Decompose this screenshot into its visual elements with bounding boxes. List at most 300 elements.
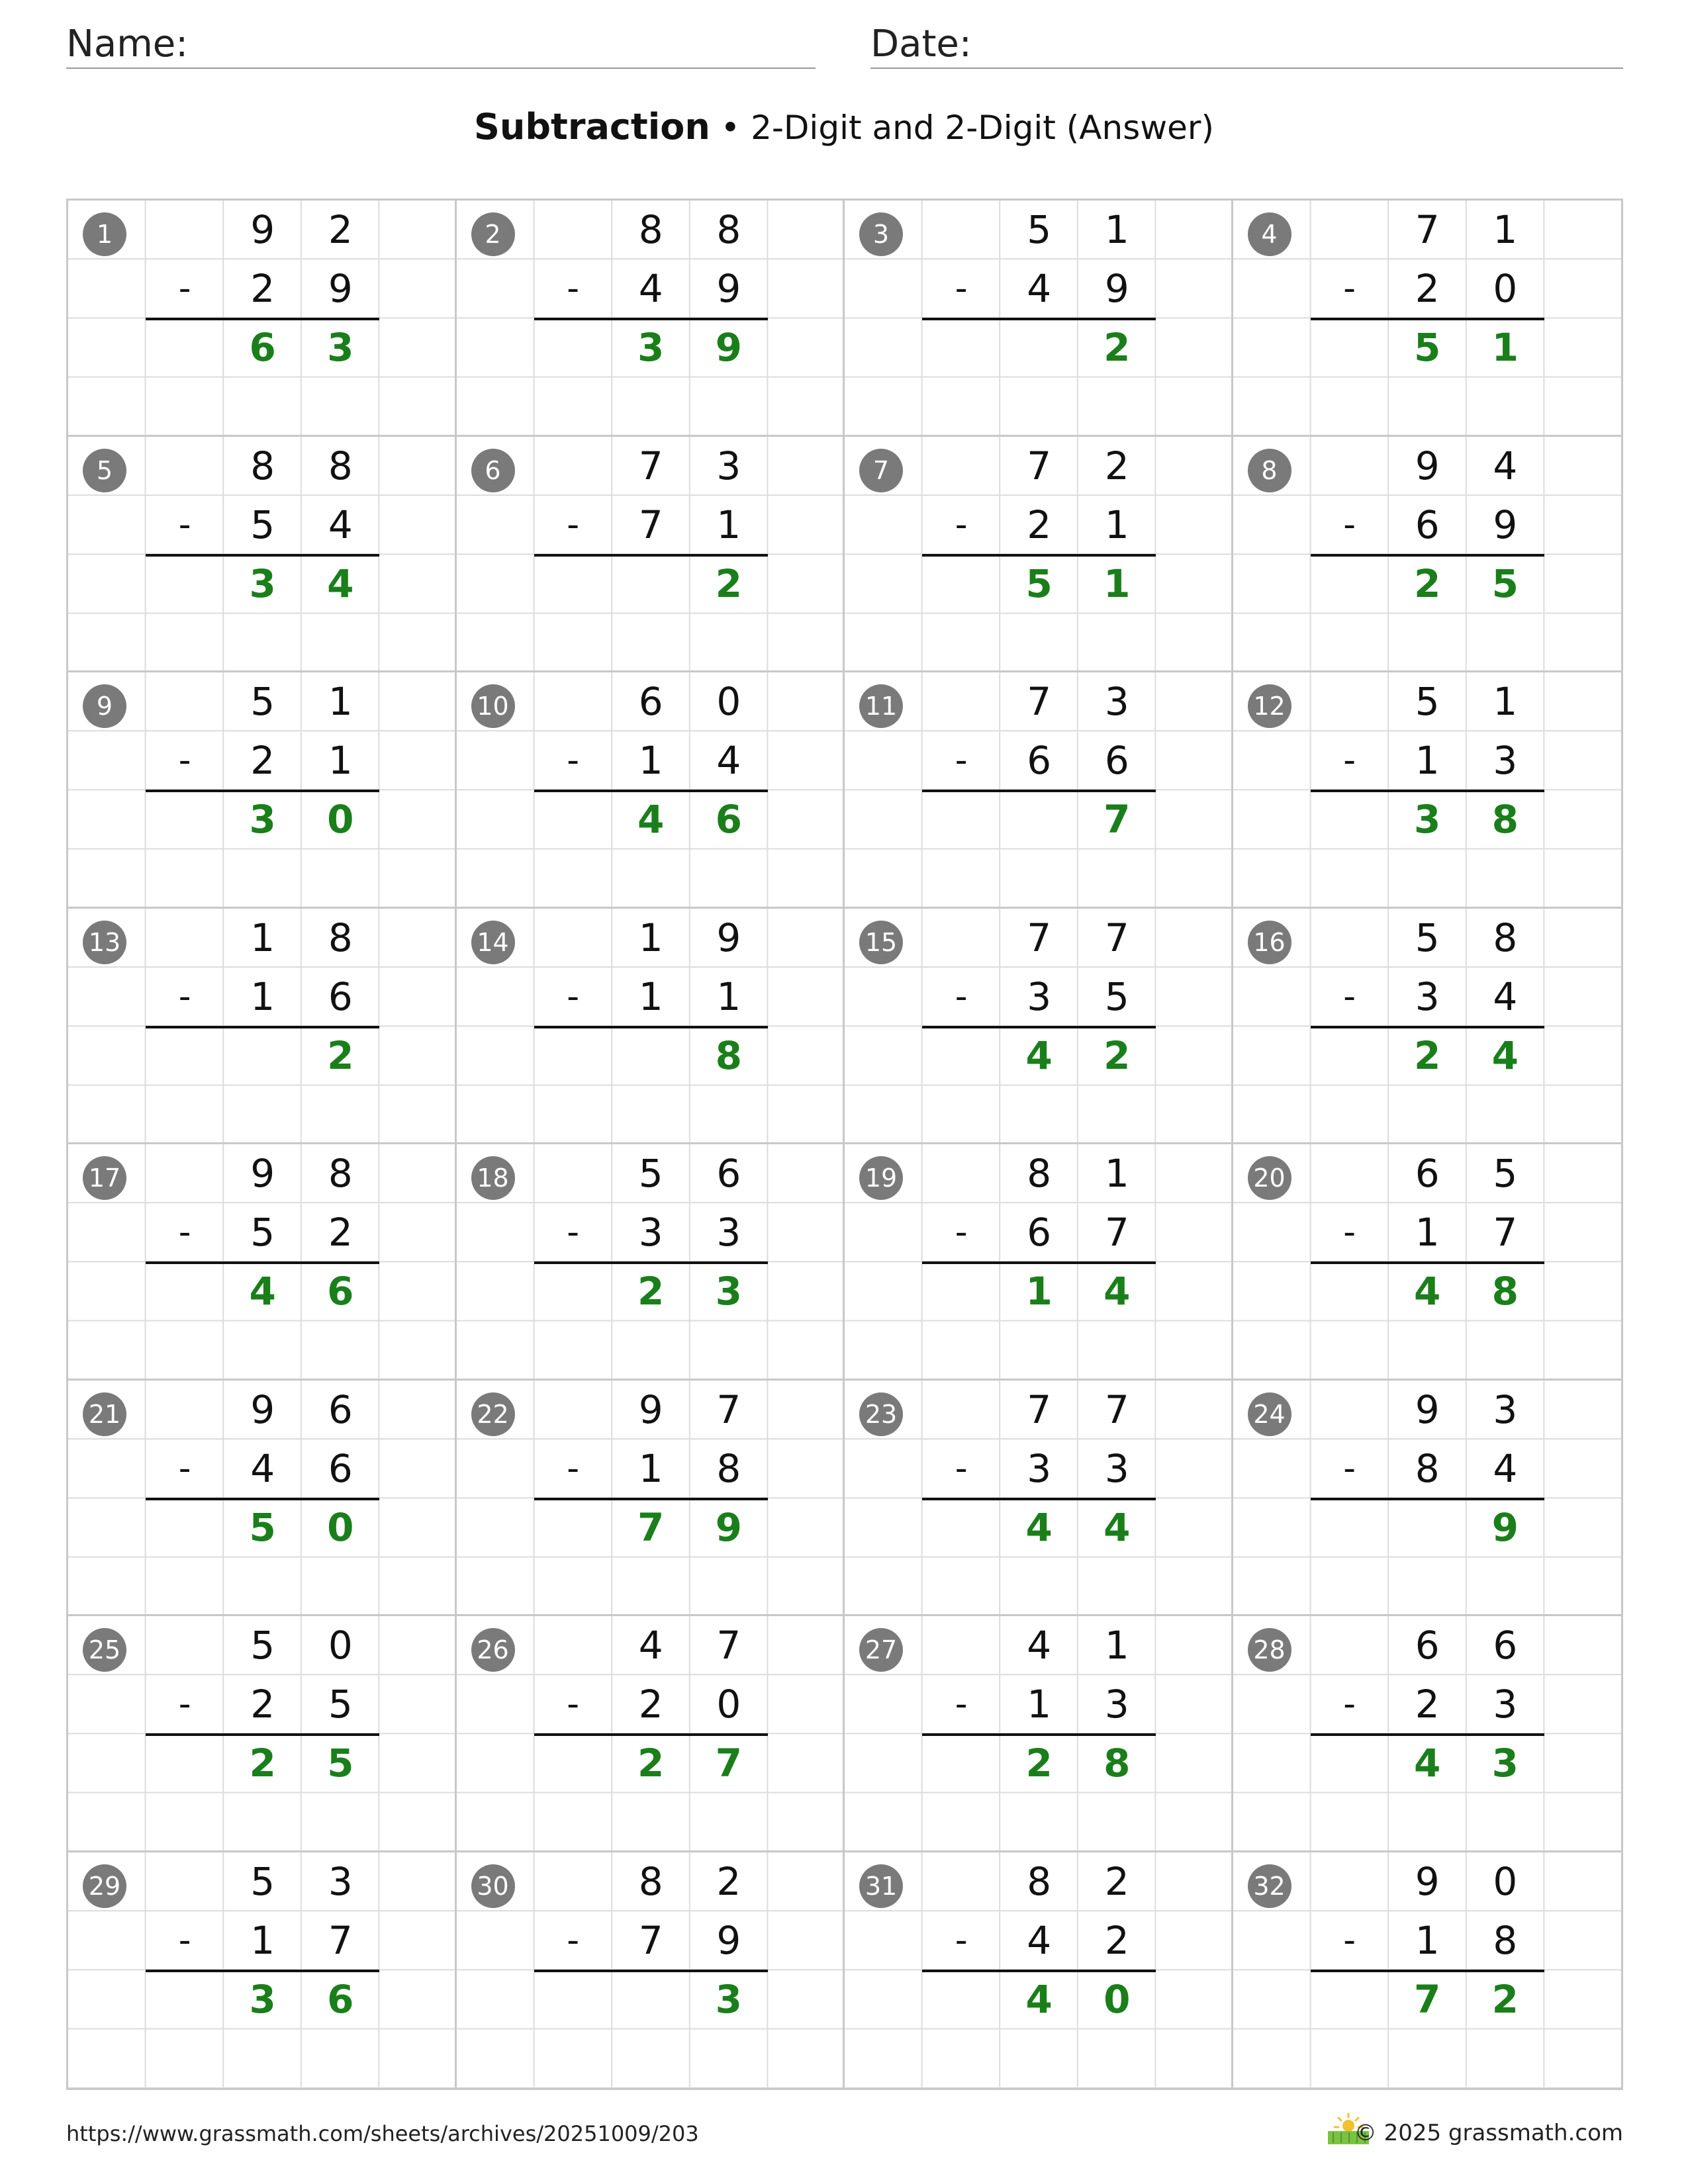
minuend-tens-digit: 9	[638, 1387, 663, 1432]
answer-rule-line	[922, 1970, 1156, 1972]
subtrahend-tens-digit: 1	[1415, 1210, 1440, 1255]
answer-rule-line	[922, 1261, 1156, 1264]
answer-ones-digit: 8	[715, 1032, 742, 1078]
subtrahend-ones-digit: 2	[1104, 1917, 1129, 1963]
minuend-ones-digit: 1	[1104, 207, 1129, 252]
answer-tens-digit: 3	[249, 1976, 276, 2022]
answer-ones-digit: 8	[1491, 797, 1519, 842]
minuend-tens-digit: 1	[250, 915, 275, 960]
problem-cell	[68, 1852, 457, 2089]
minuend-tens-digit: 8	[250, 443, 275, 488]
page-title	[0, 106, 1688, 148]
minuend-ones-digit: 8	[1493, 915, 1518, 960]
subtrahend-tens-digit: 3	[1415, 974, 1440, 1019]
answer-tens-digit	[1389, 1498, 1466, 1557]
answer-ones-digit: 3	[1491, 1741, 1519, 1786]
answer-rule-line	[146, 318, 379, 320]
answer-tens-digit: 4	[249, 1269, 276, 1314]
answer-tens-digit: 2	[1025, 1741, 1053, 1786]
title-subtitle: 2-Digit and 2-Digit (Answer)	[751, 109, 1214, 147]
footer-copyright: © 2025 grassmath.com	[1354, 2120, 1623, 2146]
minuend-ones-digit: 1	[1493, 679, 1518, 724]
answer-rule-line	[922, 1026, 1156, 1028]
problem-cell	[845, 1852, 1233, 2089]
answer-rule-line	[1311, 554, 1544, 557]
answer-ones-digit: 4	[1103, 1269, 1131, 1314]
answer-ones-digit: 0	[1103, 1976, 1131, 2022]
answer-ones-digit: 6	[327, 1269, 354, 1314]
answer-ones-digit: 9	[715, 325, 742, 371]
answer-rule-line	[146, 1498, 379, 1500]
answer-rule-line	[534, 1970, 768, 1972]
answer-ones-digit: 3	[715, 1976, 742, 2022]
minus-sign: -	[1343, 1448, 1356, 1488]
answer-ones-digit: 2	[1491, 1976, 1519, 2022]
problem-cell	[1233, 1144, 1622, 1381]
problem-number-badge: 19	[859, 1156, 903, 1200]
problem-number-badge: 25	[83, 1628, 126, 1672]
minuend-ones-digit: 0	[328, 1623, 353, 1668]
subtrahend-ones-digit: 1	[328, 738, 353, 784]
answer-ones-digit: 8	[1103, 1741, 1131, 1786]
subtrahend-tens-digit: 8	[1415, 1445, 1440, 1491]
minuend-tens-digit: 7	[1027, 443, 1052, 488]
answer-tens-digit	[224, 1026, 301, 1085]
answer-ones-digit: 6	[715, 797, 742, 842]
minuend-tens-digit: 7	[1027, 679, 1052, 724]
minuend-tens-digit: 4	[1027, 1623, 1052, 1668]
subtrahend-tens-digit: 3	[1027, 974, 1052, 1019]
subtrahend-tens-digit: 2	[1415, 266, 1440, 312]
problem-number-badge: 5	[83, 449, 126, 492]
answer-ones-digit: 1	[1103, 561, 1131, 606]
answer-tens-digit: 4	[1025, 1976, 1053, 2022]
minuend-tens-digit: 9	[1415, 1858, 1440, 1904]
answer-rule-line	[534, 790, 768, 792]
answer-rule-line	[922, 790, 1156, 792]
minus-sign: -	[955, 1920, 968, 1960]
problem-number-badge: 7	[859, 449, 903, 492]
problem-cell	[845, 1144, 1233, 1381]
subtrahend-ones-digit: 6	[1104, 738, 1129, 784]
minuend-ones-digit: 6	[328, 1387, 353, 1432]
subtrahend-ones-digit: 3	[1104, 1445, 1129, 1491]
answer-tens-digit: 7	[1414, 1976, 1441, 2022]
answer-ones-digit: 2	[327, 1032, 354, 1078]
subtrahend-tens-digit: 3	[1027, 1445, 1052, 1491]
minuend-tens-digit: 6	[1415, 1623, 1440, 1668]
subtrahend-ones-digit: 3	[1493, 738, 1518, 784]
minuend-tens-digit: 5	[1415, 679, 1440, 724]
subtrahend-ones-digit: 9	[328, 266, 353, 312]
subtrahend-tens-digit: 2	[250, 1682, 275, 1727]
minuend-tens-digit: 8	[638, 207, 663, 252]
problem-cell	[457, 1144, 845, 1381]
minuend-ones-digit: 5	[1493, 1151, 1518, 1196]
subtrahend-ones-digit: 3	[1104, 1682, 1129, 1727]
problem-number-badge: 29	[83, 1864, 126, 1908]
answer-ones-digit: 8	[1491, 1269, 1519, 1314]
problem-cell	[1233, 1616, 1622, 1852]
title-separator: •	[720, 109, 741, 147]
problem-number-badge: 9	[83, 684, 126, 728]
minuend-tens-digit: 5	[638, 1151, 663, 1196]
minus-sign: -	[178, 1212, 191, 1253]
minuend-tens-digit: 9	[250, 1387, 275, 1432]
minus-sign: -	[567, 741, 579, 781]
minuend-tens-digit: 4	[638, 1623, 663, 1668]
subtrahend-tens-digit: 6	[1415, 502, 1440, 547]
minus-sign: -	[567, 269, 579, 309]
subtrahend-tens-digit: 3	[638, 1210, 663, 1255]
subtrahend-ones-digit: 7	[1104, 1210, 1129, 1255]
subtrahend-tens-digit: 5	[250, 1210, 275, 1255]
problem-cell	[457, 1852, 845, 2089]
problem-number-badge: 13	[83, 921, 126, 964]
answer-ones-digit: 6	[327, 1976, 354, 2022]
minus-sign: -	[178, 741, 191, 781]
minuend-tens-digit: 6	[638, 679, 663, 724]
answer-tens-digit: 4	[1414, 1741, 1441, 1786]
subtrahend-ones-digit: 9	[716, 1917, 741, 1963]
answer-tens-digit: 2	[1414, 1032, 1441, 1078]
answer-rule-line	[922, 1733, 1156, 1736]
answer-rule-line	[922, 1498, 1156, 1500]
problem-number-badge: 21	[83, 1392, 126, 1436]
subtrahend-tens-digit: 4	[1027, 1917, 1052, 1963]
answer-rule-line	[146, 554, 379, 557]
problem-number-badge: 16	[1248, 921, 1291, 964]
answer-ones-digit: 0	[327, 797, 354, 842]
minuend-tens-digit: 9	[250, 207, 275, 252]
minuend-ones-digit: 2	[328, 207, 353, 252]
answer-tens-digit: 2	[1414, 561, 1441, 606]
answer-tens-digit: 4	[1414, 1269, 1441, 1314]
problem-cell	[68, 1144, 457, 1381]
problem-number-badge: 32	[1248, 1864, 1291, 1908]
subtrahend-ones-digit: 8	[1493, 1917, 1518, 1963]
problem-cell	[68, 1381, 457, 1617]
subtrahend-ones-digit: 4	[1493, 974, 1518, 1019]
subtrahend-ones-digit: 4	[328, 502, 353, 547]
minus-sign: -	[567, 504, 579, 545]
problem-cell	[1233, 1852, 1622, 2089]
minuend-tens-digit: 7	[638, 443, 663, 488]
minuend-ones-digit: 8	[328, 915, 353, 960]
minuend-tens-digit: 6	[1415, 1151, 1440, 1196]
answer-ones-digit: 1	[1491, 325, 1519, 371]
problem-cell	[845, 909, 1233, 1145]
subtrahend-tens-digit: 1	[1415, 738, 1440, 784]
minuend-ones-digit: 2	[1104, 1858, 1129, 1904]
answer-tens-digit: 4	[1025, 1032, 1053, 1078]
answer-ones-digit: 7	[1103, 797, 1131, 842]
minus-sign: -	[955, 1212, 968, 1253]
problem-number-badge: 15	[859, 921, 903, 964]
subtrahend-ones-digit: 7	[328, 1917, 353, 1963]
subtrahend-tens-digit: 4	[1027, 266, 1052, 312]
subtrahend-ones-digit: 4	[716, 738, 741, 784]
answer-ones-digit: 2	[1103, 1032, 1131, 1078]
problem-number-badge: 20	[1248, 1156, 1291, 1200]
answer-rule-line	[534, 1733, 768, 1736]
problem-number-badge: 24	[1248, 1392, 1291, 1436]
answer-tens-digit	[612, 1970, 690, 2029]
answer-rule-line	[534, 1026, 768, 1028]
answer-rule-line	[146, 1970, 379, 1972]
footer-url[interactable]: https://www.grassmath.com/sheets/archives/20251009/203	[66, 2121, 699, 2146]
answer-ones-digit: 9	[1491, 1504, 1519, 1550]
minus-sign: -	[955, 1684, 968, 1725]
answer-ones-digit: 3	[327, 325, 354, 371]
subtrahend-tens-digit: 1	[1415, 1917, 1440, 1963]
subtrahend-tens-digit: 1	[250, 974, 275, 1019]
problem-cell	[1233, 672, 1622, 909]
subtrahend-tens-digit: 1	[638, 974, 663, 1019]
minus-sign: -	[955, 504, 968, 545]
minus-sign: -	[955, 1448, 968, 1488]
answer-ones-digit: 5	[1491, 561, 1519, 606]
subtrahend-tens-digit: 7	[638, 502, 663, 547]
problem-cell	[68, 672, 457, 909]
minuend-ones-digit: 0	[716, 679, 741, 724]
answer-ones-digit: 5	[327, 1741, 354, 1786]
answer-rule-line	[1311, 1498, 1544, 1500]
answer-rule-line	[534, 318, 768, 320]
minus-sign: -	[178, 504, 191, 545]
subtrahend-tens-digit: 1	[1027, 1682, 1052, 1727]
subtrahend-tens-digit: 1	[638, 738, 663, 784]
subtrahend-ones-digit: 9	[1493, 502, 1518, 547]
minus-sign: -	[567, 1684, 579, 1725]
subtrahend-ones-digit: 6	[328, 1445, 353, 1491]
problem-number-badge: 4	[1248, 212, 1291, 256]
answer-tens-digit: 3	[249, 797, 276, 842]
minuend-ones-digit: 3	[1493, 1387, 1518, 1432]
problem-number-badge: 23	[859, 1392, 903, 1436]
minuend-ones-digit: 9	[716, 915, 741, 960]
minus-sign: -	[567, 1212, 579, 1253]
minuend-tens-digit: 9	[250, 1151, 275, 1196]
answer-tens-digit	[1000, 790, 1078, 849]
answer-rule-line	[922, 318, 1156, 320]
subtrahend-ones-digit: 4	[1493, 1445, 1518, 1491]
answer-tens-digit: 5	[1025, 561, 1053, 606]
minuend-ones-digit: 1	[1104, 1623, 1129, 1668]
minus-sign: -	[178, 976, 191, 1017]
answer-tens-digit: 5	[249, 1504, 276, 1550]
problem-cell	[457, 201, 845, 437]
minus-sign: -	[955, 741, 968, 781]
answer-ones-digit: 2	[1103, 325, 1131, 371]
name-label: Name:	[66, 23, 189, 66]
minuend-ones-digit: 3	[1104, 679, 1129, 724]
minuend-ones-digit: 8	[328, 1151, 353, 1196]
problem-number-badge: 1	[83, 212, 126, 256]
problem-cell	[845, 201, 1233, 437]
minuend-ones-digit: 4	[1493, 443, 1518, 488]
subtrahend-tens-digit: 2	[250, 266, 275, 312]
answer-tens-digit: 3	[1414, 797, 1441, 842]
minus-sign: -	[1343, 1920, 1356, 1960]
minus-sign: -	[1343, 976, 1356, 1017]
subtrahend-ones-digit: 9	[716, 266, 741, 312]
subtrahend-ones-digit: 3	[1493, 1682, 1518, 1727]
subtrahend-ones-digit: 8	[716, 1445, 741, 1491]
answer-ones-digit: 2	[715, 561, 742, 606]
answer-rule-line	[1311, 1261, 1544, 1264]
answer-tens-digit: 2	[249, 1741, 276, 1786]
minuend-tens-digit: 5	[1415, 915, 1440, 960]
problem-cell	[845, 1616, 1233, 1852]
answer-rule-line	[534, 1261, 768, 1264]
answer-rule-line	[922, 554, 1156, 557]
minuend-tens-digit: 1	[638, 915, 663, 960]
minus-sign: -	[178, 1684, 191, 1725]
answer-rule-line	[146, 790, 379, 792]
answer-rule-line	[1311, 318, 1544, 320]
problem-cell	[845, 672, 1233, 909]
problem-number-badge: 26	[471, 1628, 515, 1672]
subtrahend-ones-digit: 3	[716, 1210, 741, 1255]
subtrahend-ones-digit: 5	[1104, 974, 1129, 1019]
problem-cell	[68, 201, 457, 437]
subtrahend-ones-digit: 0	[716, 1682, 741, 1727]
answer-tens-digit: 3	[637, 325, 665, 371]
problem-number-badge: 30	[471, 1864, 515, 1908]
answer-rule-line	[146, 1261, 379, 1264]
problem-number-badge: 31	[859, 1864, 903, 1908]
problem-number-badge: 12	[1248, 684, 1291, 728]
answer-rule-line	[146, 1026, 379, 1028]
minuend-tens-digit: 5	[250, 679, 275, 724]
answer-rule-line	[1311, 1970, 1544, 1972]
answer-tens-digit: 3	[249, 561, 276, 606]
minuend-ones-digit: 3	[716, 443, 741, 488]
subtrahend-ones-digit: 2	[328, 1210, 353, 1255]
minus-sign: -	[1343, 1684, 1356, 1725]
answer-tens-digit	[612, 1026, 690, 1085]
minus-sign: -	[178, 269, 191, 309]
answer-tens-digit: 2	[637, 1741, 665, 1786]
answer-rule-line	[1311, 1733, 1544, 1736]
problem-number-badge: 2	[471, 212, 515, 256]
problem-number-badge: 18	[471, 1156, 515, 1200]
answer-ones-digit: 4	[327, 561, 354, 606]
subtrahend-tens-digit: 4	[250, 1445, 275, 1491]
problem-cell	[457, 1381, 845, 1617]
subtrahend-ones-digit: 7	[1493, 1210, 1518, 1255]
subtrahend-ones-digit: 1	[716, 502, 741, 547]
minus-sign: -	[567, 976, 579, 1017]
answer-tens-digit: 2	[637, 1269, 665, 1314]
minuend-ones-digit: 3	[328, 1858, 353, 1904]
problem-number-badge: 28	[1248, 1628, 1291, 1672]
answer-rule-line	[1311, 1026, 1544, 1028]
date-field-line[interactable]	[870, 68, 1623, 69]
minuend-tens-digit: 5	[250, 1858, 275, 1904]
subtrahend-tens-digit: 7	[638, 1917, 663, 1963]
minuend-tens-digit: 7	[1027, 1387, 1052, 1432]
minuend-tens-digit: 7	[1027, 915, 1052, 960]
subtrahend-ones-digit: 9	[1104, 266, 1129, 312]
minuend-tens-digit: 9	[1415, 443, 1440, 488]
problem-cell	[1233, 909, 1622, 1145]
answer-rule-line	[534, 1498, 768, 1500]
subtrahend-tens-digit: 2	[1027, 502, 1052, 547]
answer-ones-digit: 3	[715, 1269, 742, 1314]
minuend-ones-digit: 7	[716, 1623, 741, 1668]
answer-tens-digit: 1	[1025, 1269, 1053, 1314]
minus-sign: -	[955, 976, 968, 1017]
subtrahend-ones-digit: 5	[328, 1682, 353, 1727]
problem-cell	[845, 1381, 1233, 1617]
problem-number-badge: 10	[471, 684, 515, 728]
minus-sign: -	[1343, 269, 1356, 309]
minuend-tens-digit: 8	[1027, 1858, 1052, 1904]
answer-tens-digit: 7	[637, 1504, 665, 1550]
subtrahend-tens-digit: 6	[1027, 1210, 1052, 1255]
minuend-tens-digit: 8	[1027, 1151, 1052, 1196]
answer-tens-digit: 6	[249, 325, 276, 371]
problem-number-badge: 17	[83, 1156, 126, 1200]
minus-sign: -	[178, 1920, 191, 1960]
subtrahend-tens-digit: 2	[638, 1682, 663, 1727]
answer-ones-digit: 9	[715, 1504, 742, 1550]
subtrahend-tens-digit: 4	[638, 266, 663, 312]
minuend-ones-digit: 0	[1493, 1858, 1518, 1904]
problem-number-badge: 11	[859, 684, 903, 728]
title-main: Subtraction	[474, 106, 710, 148]
problem-cell	[457, 909, 845, 1145]
minuend-ones-digit: 6	[1493, 1623, 1518, 1668]
minus-sign: -	[1343, 741, 1356, 781]
subtrahend-ones-digit: 6	[328, 974, 353, 1019]
minuend-ones-digit: 7	[1104, 915, 1129, 960]
answer-ones-digit: 4	[1103, 1504, 1131, 1550]
minus-sign: -	[567, 1920, 579, 1960]
subtrahend-tens-digit: 2	[1415, 1682, 1440, 1727]
date-label: Date:	[870, 23, 972, 66]
problem-number-badge: 8	[1248, 449, 1291, 492]
minuend-tens-digit: 8	[638, 1858, 663, 1904]
subtrahend-ones-digit: 0	[1493, 266, 1518, 312]
problem-number-badge: 22	[471, 1392, 515, 1436]
problem-number-badge: 14	[471, 921, 515, 964]
subtrahend-tens-digit: 1	[250, 1917, 275, 1963]
minuend-ones-digit: 8	[328, 443, 353, 488]
problem-cell	[457, 1616, 845, 1852]
subtrahend-tens-digit: 6	[1027, 738, 1052, 784]
problem-cell	[1233, 1381, 1622, 1617]
minus-sign: -	[955, 269, 968, 309]
name-field-line[interactable]	[66, 68, 816, 69]
minuend-tens-digit: 5	[1027, 207, 1052, 252]
answer-tens-digit	[612, 555, 690, 614]
subtrahend-tens-digit: 5	[250, 502, 275, 547]
answer-tens-digit	[1000, 318, 1078, 377]
minus-sign: -	[567, 1448, 579, 1488]
minuend-ones-digit: 7	[716, 1387, 741, 1432]
problem-cell	[457, 437, 845, 673]
minuend-ones-digit: 1	[1493, 207, 1518, 252]
problem-cell	[68, 437, 457, 673]
minuend-ones-digit: 2	[716, 1858, 741, 1904]
minuend-ones-digit: 1	[1104, 1151, 1129, 1196]
subtrahend-ones-digit: 1	[716, 974, 741, 1019]
minuend-tens-digit: 7	[1415, 207, 1440, 252]
minuend-tens-digit: 5	[250, 1623, 275, 1668]
